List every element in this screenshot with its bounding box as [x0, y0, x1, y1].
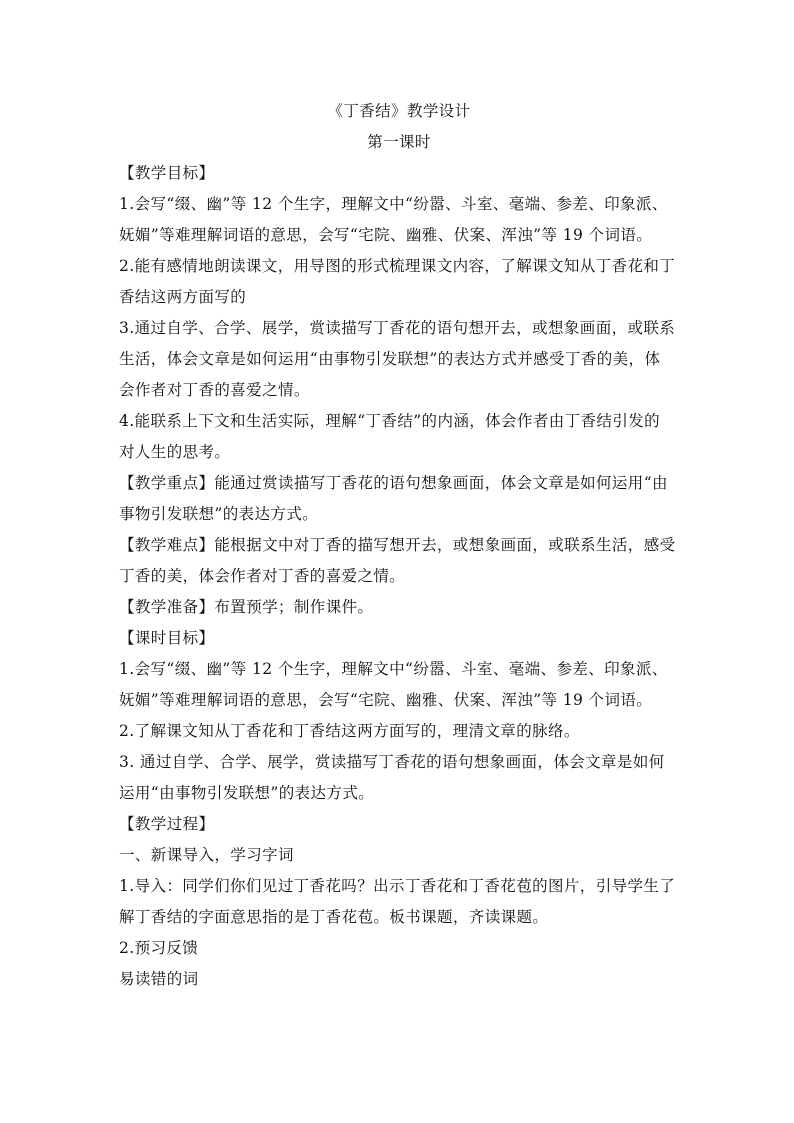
- section-heading-teaching-process: 【教学过程】: [119, 815, 215, 833]
- text-line: 运用“由事物引发联想”的表达方式。: [119, 784, 375, 802]
- text-line: 2.了解课文知从丁香花和丁香结这两方面写的，理清文章的脉络。: [119, 722, 580, 740]
- section-heading-lesson-goals: 【课时目标】: [119, 629, 215, 647]
- document-title: 《丁香结》教学设计: [327, 102, 471, 120]
- section-teaching-preparation: 【教学准备】布置预学；制作课件。: [119, 598, 374, 616]
- section-teaching-difficulty: 【教学难点】能根据文中对丁香的描写想开去，或想象画面，或联系生活，感受: [119, 536, 676, 554]
- lesson-period-heading: 第一课时: [367, 133, 431, 151]
- text-line: 香结这两方面写的: [119, 288, 247, 306]
- text-line: 1.会写“缀、幽”等 12 个生字，理解文中“纷嚣、斗室、毫端、参差、印象派、: [119, 660, 668, 678]
- document-body: [119, 96, 679, 995]
- text-line: 对人生的思考。: [119, 443, 231, 461]
- text-line: 丁香的美，体会作者对丁香的喜爱之情。: [119, 567, 406, 585]
- text-line: 解丁香结的字面意思指的是丁香花苞。板书课题，齐读课题。: [119, 908, 549, 926]
- section-heading-teaching-goals: 【教学目标】: [119, 164, 215, 182]
- text-line: 妩媚”等难理解词语的意思，会写“宅院、幽雅、伏案、浑浊”等 19 个词语。: [119, 226, 653, 244]
- subsection-heading: 一、新课导入，学习字词: [119, 846, 294, 864]
- text-line: 1.导入：同学们你们见过丁香花吗？出示丁香花和丁香花苞的图片，引导学生了: [119, 877, 676, 895]
- text-line: 3.通过自学、合学、展学，赏读描写丁香花的语句想开去，或想象画面，或联系: [119, 319, 676, 337]
- text-line: 生活，体会文章是如何运用“由事物引发联想”的表达方式并感受丁香的美，体: [119, 350, 661, 368]
- text-line: 妩媚”等难理解词语的意思，会写“宅院、幽雅、伏案、浑浊”等 19 个词语。: [119, 691, 653, 709]
- text-line: 事物引发联想”的表达方式。: [119, 505, 319, 523]
- text-lines: [119, 158, 679, 995]
- text-line: 4.能联系上下文和生活实际，理解“丁香结”的内涵，体会作者由丁香结引发的: [119, 412, 661, 430]
- text-line: 会作者对丁香的喜爱之情。: [119, 381, 310, 399]
- text-line: 2.预习反馈: [119, 939, 199, 957]
- text-line: 1.会写“缀、幽”等 12 个生字，理解文中“纷嚣、斗室、毫端、参差、印象派、: [119, 195, 668, 213]
- section-teaching-focus: 【教学重点】能通过赏读描写丁香花的语句想象画面，体会文章是如何运用“由: [119, 474, 668, 492]
- text-line: 易读错的词: [119, 970, 199, 988]
- text-line: 2.能有感情地朗读课文，用导图的形式梳理课文内容，了解课文知从丁香花和丁: [119, 257, 676, 275]
- text-line: 3. 通过自学、合学、展学，赏读描写丁香花的语句想象画面，体会文章是如何: [119, 753, 665, 771]
